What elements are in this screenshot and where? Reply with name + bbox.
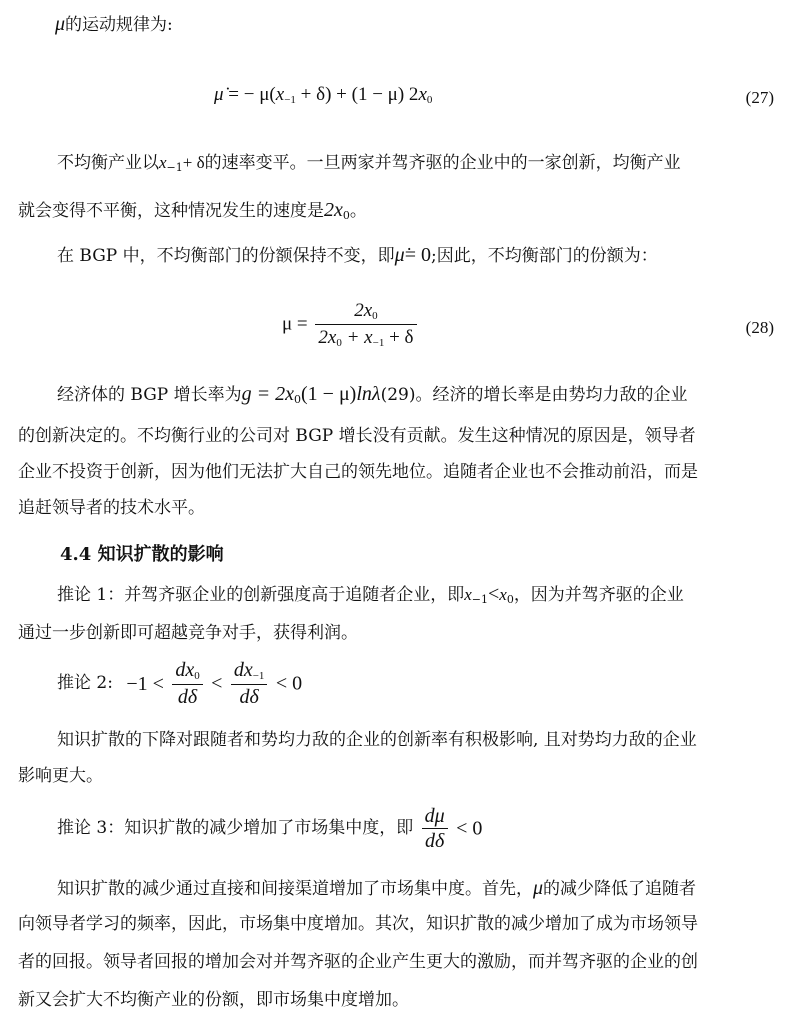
text: 就会变得不平衡，这种情况发生的速度是 [18,201,324,221]
equation-number-28: (28) [745,318,774,337]
para4-line3: 企业不投资于创新，因为他们无法扩大自己的领先地位。追随者企业也不会推动前沿，而是 [18,462,698,482]
sub: 0 [336,337,342,349]
text: 经济体的 BGP 增长率为 [57,385,242,405]
denominator [315,325,416,349]
para6-line2: 向领导者学习的频率，因此，市场集中度增加。其次，知识扩散的减少增加了成为市场领导 [18,914,698,934]
corollary3 [57,806,482,851]
mu-symbol: μ [55,13,66,35]
mu-dot: μ̇ [214,84,224,105]
less-than-zero: < 0 [456,817,483,840]
d-delta: dδ [239,686,259,708]
g-formula-2: (1 − μ) [301,383,357,405]
plus-delta: + δ) [300,84,332,105]
less-than: < [487,583,500,605]
x-var: x [159,153,167,172]
dx: dx [233,659,253,681]
plus-delta: + δ [182,153,205,172]
para2-line1 [57,154,681,173]
fraction-1 [172,660,202,707]
sub0: 0 [342,209,350,222]
mu-dot: μ̇ [394,244,405,266]
den-term: 2x [318,327,337,348]
num-term: 2x [354,300,373,321]
para5-line1: 知识扩散的下降对跟随者和势均力敌的企业的创新率有积极影响, 且对势均力敌的企业 [57,730,697,750]
numerator [172,660,202,685]
sub0: 0 [506,593,514,606]
rest-term: + (1 − μ) 2 [336,84,419,105]
fraction [315,300,416,349]
text: 的速率变平。一旦两家并驾齐驱的企业中的一家创新，均衡产业 [204,153,681,173]
para5-line2: 影响更大。 [18,766,103,786]
dx: dx [175,659,195,681]
denominator [172,685,202,707]
sub0: 0 [426,94,433,106]
text: 推论 1：并驾齐驱企业的创新强度高于追随者企业，即 [57,585,465,605]
sub: 0 [372,310,378,322]
paren: ( [269,84,276,105]
section-heading: 4.4 知识扩散的影响 [60,544,224,565]
den-term: + x [341,327,373,348]
equation-27 [214,84,432,106]
corollary1-line2: 通过一步创新即可超越竞争对手，获得利润。 [18,623,358,643]
text: 的减少降低了追随者 [543,879,697,899]
x0-var: x [499,585,507,604]
text: ，因为并驾齐驱的企业 [513,585,684,605]
sub: −1 [166,161,183,174]
para6-line1 [57,878,696,898]
x0-var: x [418,84,427,105]
label: 推论 2: [57,673,113,693]
denominator [422,829,448,851]
text: (29)。经济的增长率是由势均力敌的企业 [380,385,688,405]
sub: −1 [252,670,265,682]
text: 不均衡产业以 [57,153,159,173]
sub: −1 [372,337,385,349]
less-than: < [211,672,223,695]
para2-line2 [18,200,367,221]
fraction [422,806,448,851]
x-var: x [464,585,472,604]
equals: = [228,84,240,105]
d-delta: dδ [425,830,445,852]
label: 推论 3：知识扩散的减少增加了市场集中度，即 [57,818,414,838]
mu-equals: μ = [282,313,308,335]
text: 在 BGP 中，不均衡部门的份额保持不变，即 [57,246,395,266]
d-mu: dμ [424,805,445,827]
fraction-2 [231,660,268,707]
less-than-zero: < 0 [275,672,303,695]
minus-one: −1 < [126,672,164,695]
corollary2 [57,660,302,707]
den-term: + δ [384,327,414,348]
intro-line [55,14,173,34]
numerator [422,806,448,829]
g-formula: g = 2x [241,383,295,405]
numerator [231,660,268,685]
text: ;因此，不均衡部门的份额为： [430,246,658,266]
mu-symbol: μ [533,877,544,899]
equation-28 [282,300,420,349]
para4-line2: 的创新决定的。不均衡行业的公司对 BGP 增长没有贡献。发生这种情况的原因是，领导者 [18,426,696,446]
corollary1-line1 [57,584,684,605]
x-var: x [275,84,285,105]
text: 知识扩散的减少通过直接和间接渠道增加了市场集中度。首先， [57,879,533,899]
sub: 0 [194,670,200,682]
intro-text: 的运动规律为: [65,15,173,35]
denominator [231,685,268,707]
d-delta: dδ [177,686,198,708]
equals-zero: = 0 [404,244,431,266]
para4-line4: 追赶领导者的技术水平。 [18,498,205,518]
sub: 0 [294,393,302,406]
ln-lambda: lnλ [356,383,381,405]
para3 [57,245,658,265]
para6-line3: 者的回报。领导者回报的增加会对并驾齐驱的企业产生更大的激励，而并驾齐驱的企业的创 [18,952,698,972]
sub: −1 [471,593,488,606]
numerator [315,300,416,325]
period: 。 [349,201,367,221]
para6-line4: 新又会扩大不均衡产业的份额，即市场集中度增加。 [18,990,409,1010]
equation-number-27: (27) [745,88,774,107]
para4-line1 [57,384,687,405]
sub: −1 [284,94,296,106]
2x0: 2x [324,199,343,221]
minus-mu: − μ [243,84,270,105]
